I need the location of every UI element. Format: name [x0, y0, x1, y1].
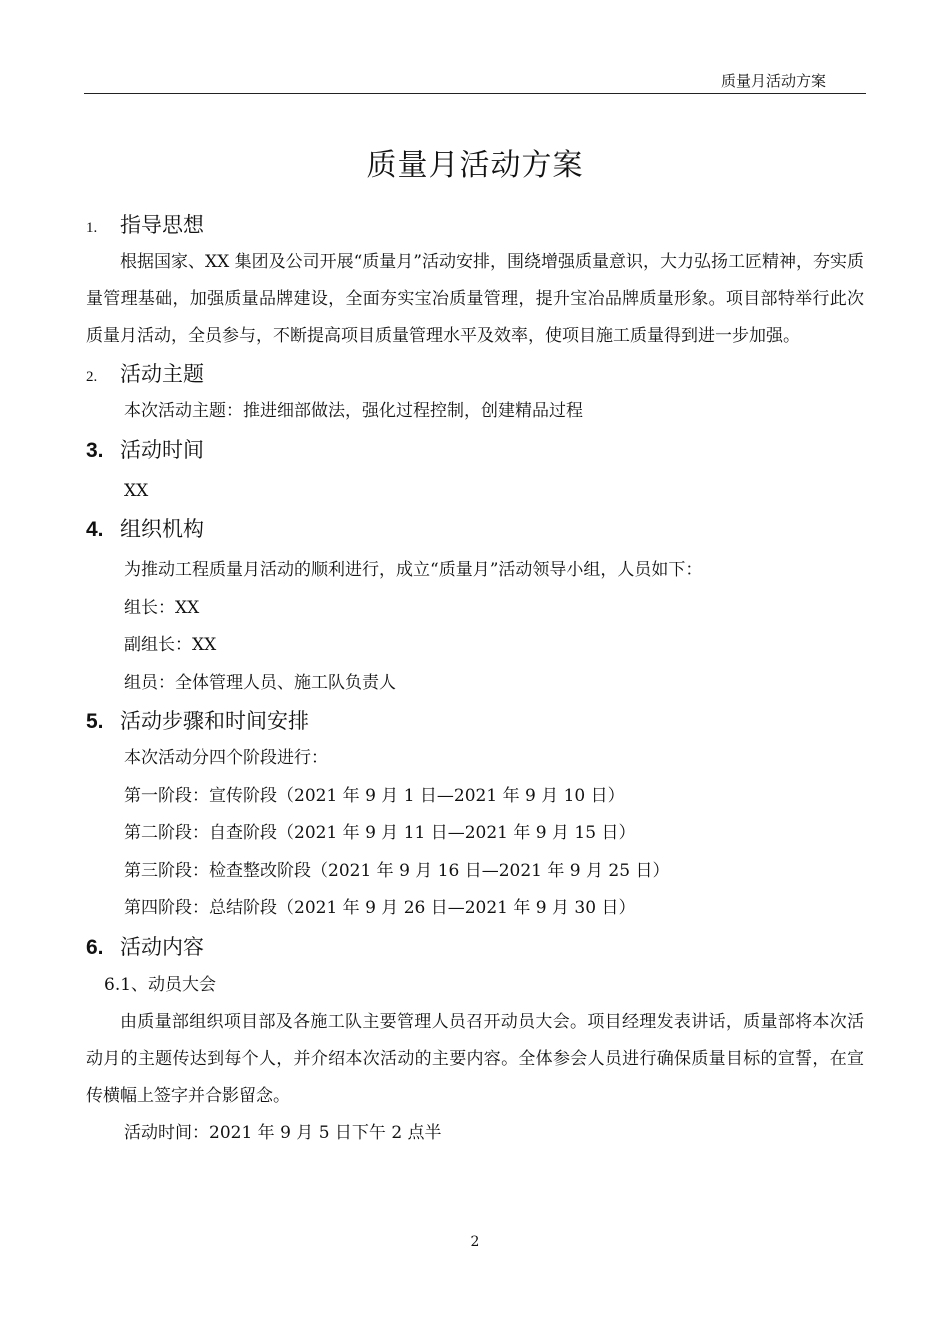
section-number: 3. [86, 438, 104, 462]
section-heading-2 [86, 355, 864, 393]
section-title: 组织机构 [120, 517, 204, 541]
section-title: 活动主题 [120, 362, 204, 386]
section-number: 2. [86, 369, 98, 385]
mobilization-paragraph: 由质量部组织项目部及各施工队主要管理人员召开动员大会。项目经理发表讲话，质量部将本次活动月的主题传达到每个人，并介绍本次活动的主要内容。全体参会人员进行确保质量目标的宣誓，在宣传横幅上签字并合影留念。 [86, 1011, 864, 1106]
document-body [86, 206, 864, 1152]
section-number: 4. [86, 518, 104, 541]
section-heading-3 [86, 431, 864, 469]
subsection-heading: 6.1、动员大会 [104, 974, 217, 995]
section-heading-1 [86, 206, 864, 244]
schedule-line: 第三阶段：检查整改阶段（2021 年 9 月 16 日—2021 年 9 月 25 日） [124, 860, 670, 881]
organization-line: 为推动工程质量月活动的顺利进行，成立“质量月”活动领导小组，人员如下： [124, 560, 703, 580]
mobilization-time-line: 活动时间：2021 年 9 月 5 日下午 2 点半 [124, 1122, 442, 1143]
section-heading-4 [86, 510, 864, 548]
document-title: 质量月活动方案 [366, 148, 584, 183]
schedule-line: 第二阶段：自查阶段（2021 年 9 月 11 日—2021 年 9 月 15 日） [124, 823, 636, 843]
page-number: 2 [470, 1234, 480, 1250]
organization-line: 组长：XX [124, 597, 200, 618]
theme-line: 本次活动主题：推进细部做法，强化过程控制，创建精品过程 [124, 401, 583, 421]
section-heading-6 [86, 928, 864, 966]
section-number: 1. [86, 220, 98, 236]
page-header-text: 质量月活动方案 [720, 72, 826, 90]
schedule-line: 本次活动分四个阶段进行： [124, 748, 328, 768]
section-heading-5 [86, 702, 864, 740]
section-number: 5. [86, 710, 104, 733]
organization-line: 副组长：XX [124, 635, 217, 655]
schedule-line: 第一阶段：宣传阶段（2021 年 9 月 1 日—2021 年 9 月 10 日） [124, 785, 625, 806]
section-title: 活动内容 [120, 934, 204, 959]
organization-line: 组员：全体管理人员、施工队负责人 [124, 672, 396, 693]
section-title: 指导思想 [120, 213, 204, 237]
section-title: 活动步骤和时间安排 [120, 709, 309, 733]
section-number: 6. [86, 935, 104, 959]
schedule-line: 第四阶段：总结阶段（2021 年 9 月 26 日—2021 年 9 月 30 日） [124, 898, 636, 918]
activity-time-line: XX [124, 480, 149, 501]
header-rule [84, 93, 866, 94]
guiding-paragraph: 根据国家、XX 集团及公司开展“质量月”活动安排，围绕增强质量意识，大力弘扬工匠精神，夯实质量管理基础，加强质量品牌建设，全面夯实宝冶质量管理，提升宝冶品牌质量形象。项目部特举行此次质量月活动，全员参与，不断提高项目质量管理水平及效率，使项目施工质量得到进一步加强。 [86, 252, 864, 346]
section-title: 活动时间 [120, 437, 204, 462]
